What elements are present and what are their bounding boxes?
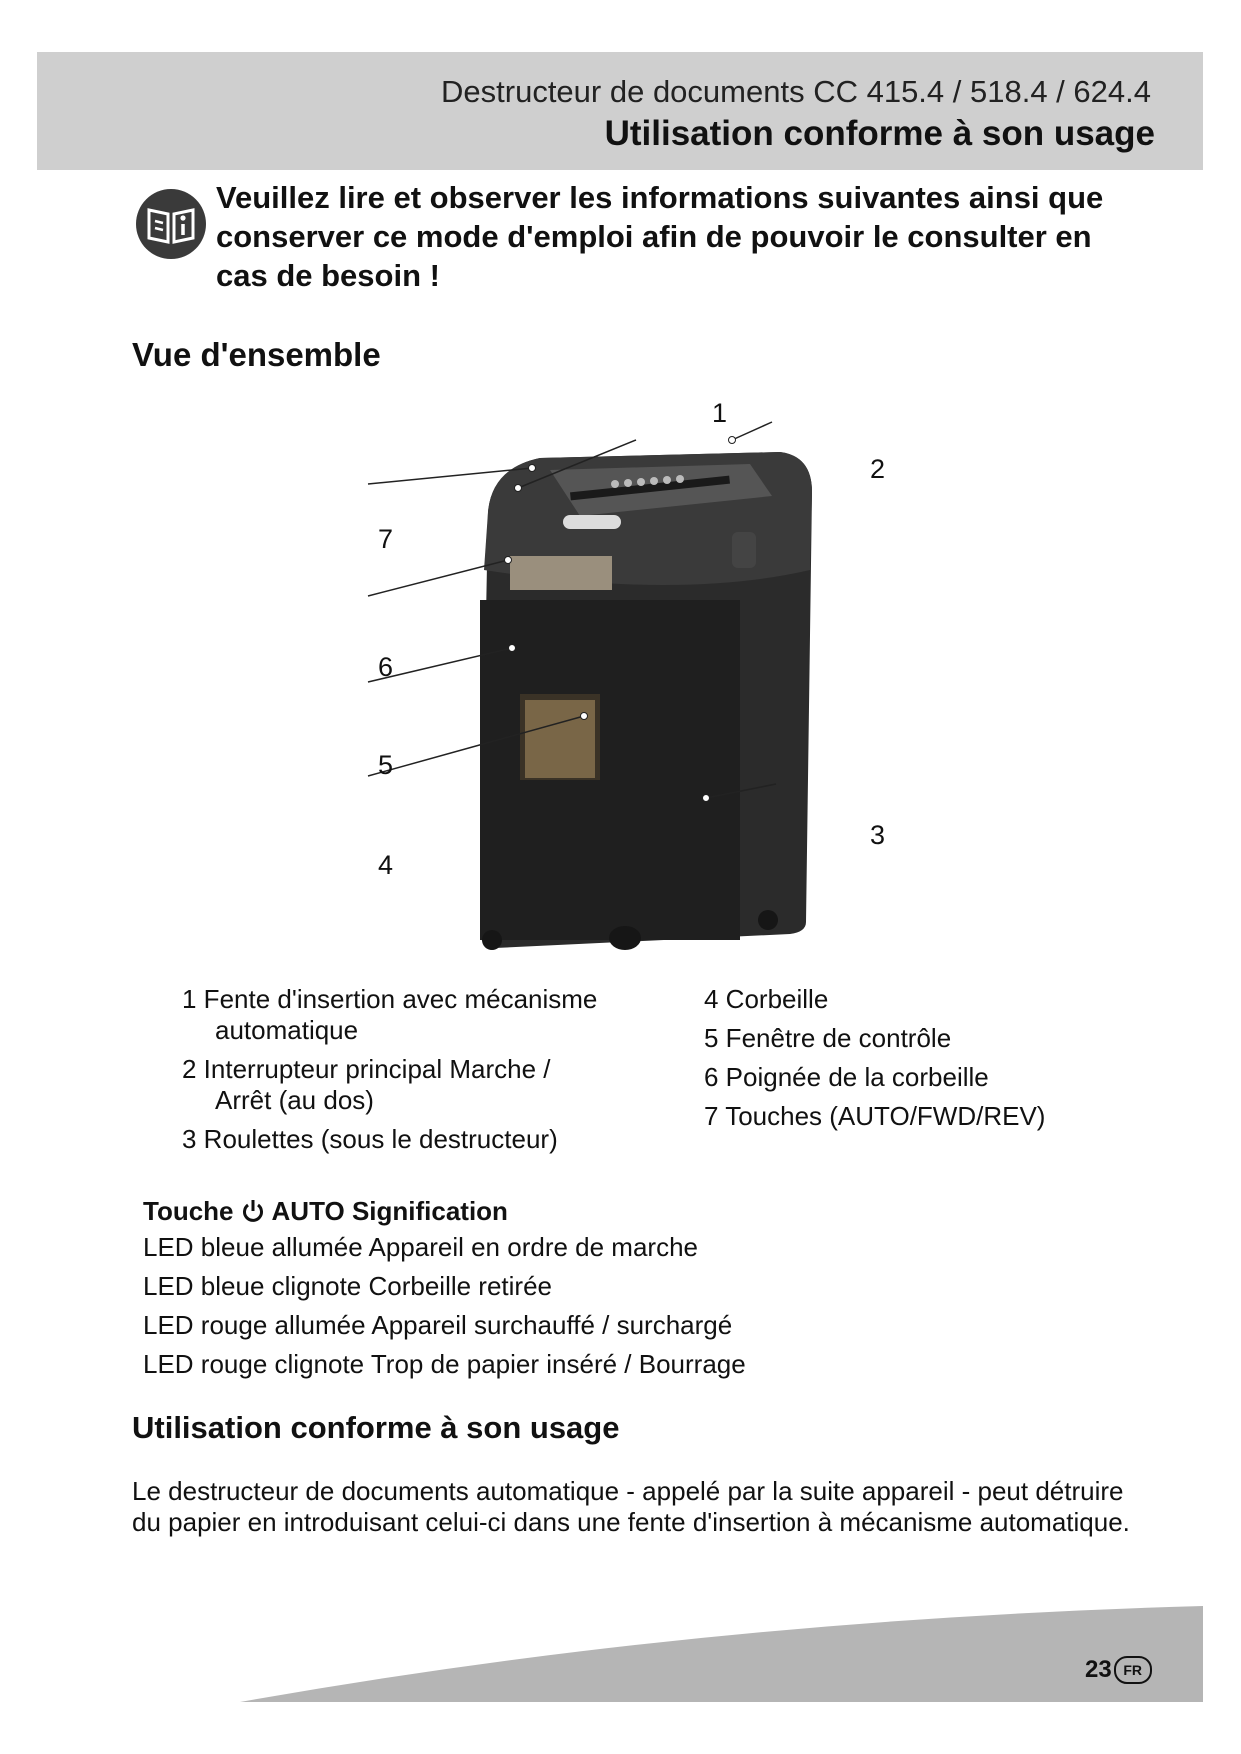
page-number: 23 FR xyxy=(1085,1656,1152,1684)
document-subtitle: Destructeur de documents CC 415.4 / 518.4 / 624.4 xyxy=(441,74,1151,109)
callout-5: 5 xyxy=(378,750,394,780)
usage-heading: Utilisation conforme à son usage xyxy=(132,1410,620,1445)
led-meaning-table xyxy=(143,1194,746,1384)
list-item: 1 Fente d'insertion avec mécanisme automatique xyxy=(182,984,598,1045)
list-item: 7 Touches (AUTO/FWD/REV) xyxy=(704,1101,1046,1131)
waste-bin xyxy=(480,600,740,940)
side-handle xyxy=(732,532,756,568)
info-manual-icon xyxy=(135,188,207,260)
safety-notice: Veuillez lire et observer les informations suivantes ainsi que conserver ce mode d'emploi afin de pouvoir le consulter en cas de besoin ! xyxy=(216,180,1104,293)
control-buttons xyxy=(563,515,621,529)
led-row: LED bleue clignote Corbeille retirée xyxy=(143,1271,553,1301)
callout-1: 1 xyxy=(712,398,728,428)
led-row: LED rouge allumée Appareil surchauffé / surchargé xyxy=(143,1310,733,1340)
led-table-header: Touche AUTO Signification xyxy=(143,1195,508,1226)
callout-4: 4 xyxy=(378,850,394,880)
callout-2: 2 xyxy=(870,454,886,484)
led-row: LED bleue allumée Appareil en ordre de marche xyxy=(143,1232,699,1262)
list-item: 3 Roulettes (sous le destructeur) xyxy=(182,1124,558,1154)
bin-handle xyxy=(510,556,612,590)
callout-line-2 xyxy=(732,422,772,440)
callout-6: 6 xyxy=(378,652,394,682)
power-icon xyxy=(242,1199,264,1223)
callout-7: 7 xyxy=(378,524,394,554)
page-title: Utilisation conforme à son usage xyxy=(604,114,1155,153)
callout-3: 3 xyxy=(870,820,886,850)
wheel xyxy=(482,930,502,950)
usage-paragraph: Le destructeur de documents automatique - appelé par la suite appareil - peut détruire du papier en introduisant celui-ci dans une fente d'insertion à mécanisme automatique. xyxy=(132,1476,1130,1537)
wheel xyxy=(758,910,778,930)
parts-list-left xyxy=(182,984,597,1163)
led-row: LED rouge clignote Trop de papier inséré / Bourrage xyxy=(143,1349,746,1379)
overview-heading: Vue d'ensemble xyxy=(132,336,381,373)
list-item: 4 Corbeille xyxy=(704,984,829,1014)
list-item: 6 Poignée de la corbeille xyxy=(704,1062,989,1092)
footer-wave xyxy=(0,1590,1241,1754)
shredder-figure xyxy=(380,400,920,960)
list-item: 5 Fenêtre de contrôle xyxy=(704,1023,952,1053)
wheel xyxy=(609,926,641,950)
list-item: 2 Interrupteur principal Marche / Arrêt (au dos) xyxy=(182,1054,551,1115)
page-header xyxy=(37,52,1203,170)
language-badge: FR xyxy=(1114,1656,1152,1684)
parts-list-right xyxy=(704,984,1045,1140)
